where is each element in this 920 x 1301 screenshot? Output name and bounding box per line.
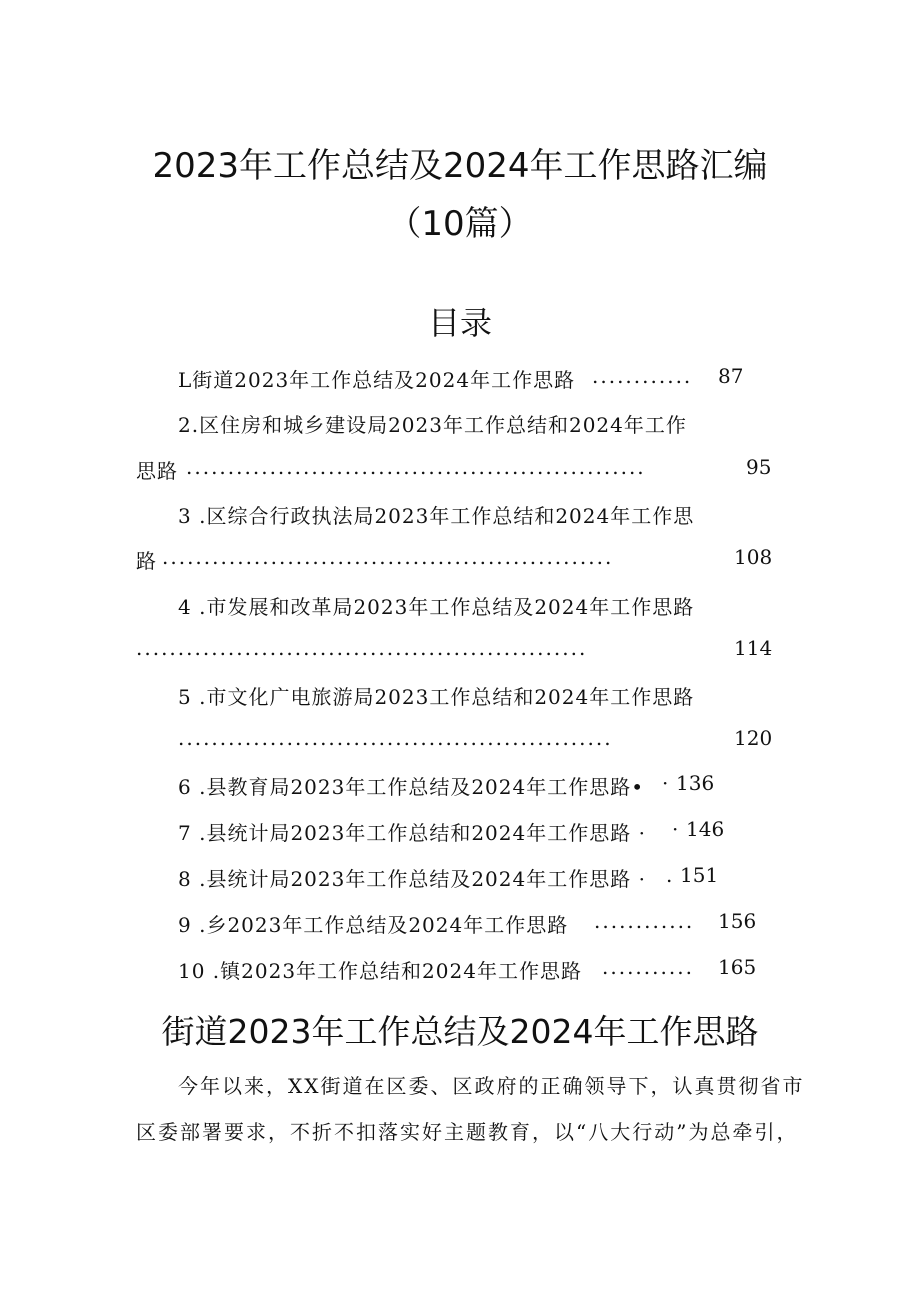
toc-entry-3-page: 108: [734, 545, 773, 569]
toc-entry-9-page: 156: [718, 909, 757, 933]
toc-entry-9-leader: ............: [594, 909, 695, 933]
section-title: 街道2023年工作总结及2024年工作思路: [161, 1012, 759, 1051]
toc-entry-4-title: 4 .市发展和改革局2023年工作总结及2024年工作思路: [178, 595, 695, 619]
toc-entry-6-page: 136: [676, 771, 715, 795]
toc-entry-6-title: 6 .县教育局2023年工作总结及2024年工作思路•: [178, 775, 645, 799]
toc-entry-9-title: 9 .乡2023年工作总结及2024年工作思路: [178, 913, 569, 937]
toc-entry-2-title: 2.区住房和城乡建设局2023年工作总结和2024年工作: [178, 413, 687, 437]
toc-entry-7-title: 7 .县统计局2023年工作总结和2024年工作思路 ·: [178, 821, 646, 845]
toc-entry-5-title: 5 .市文化广电旅游局2023工作总结和2024年工作思路: [178, 685, 695, 709]
document-subtitle: （10篇）: [387, 204, 533, 244]
toc-entry-8-leader: .: [666, 863, 675, 887]
toc-entry-7-leader: ·: [672, 817, 681, 841]
paragraph-line-2: 区委部署要求，不折不扣落实好主题教育，以“八大行动”为总牵引，: [136, 1120, 799, 1144]
toc-entry-5-page: 120: [734, 726, 773, 750]
toc-entry-10-page: 165: [718, 955, 757, 979]
toc-entry-5-leader: ....................................................: [178, 726, 613, 750]
toc-entry-4-page: 114: [734, 636, 773, 660]
toc-entry-2-page: 95: [746, 455, 772, 479]
toc-heading: 目录: [427, 304, 492, 342]
toc-entry-6-leader: ·: [662, 771, 671, 795]
toc-entry-3-title: 3 .区综合行政执法局2023年工作总结和2024年工作思: [178, 504, 695, 528]
toc-entry-8-page: 151: [680, 863, 719, 887]
toc-entry-1-leader: ............: [592, 364, 693, 388]
toc-entry-3-title-cont: 路: [136, 549, 157, 573]
toc-entry-2-leader: .......................................................: [186, 455, 646, 479]
toc-entry-1-title: L街道2023年工作总结及2024年工作思路: [178, 368, 576, 392]
toc-entry-8-title: 8 .县统计局2023年工作总结及2024年工作思路 ·: [178, 867, 646, 891]
paragraph-line-1: 今年以来，XX街道在区委、区政府的正确领导下，认真贯彻省市: [178, 1074, 805, 1098]
toc-entry-3-leader: ......................................................: [162, 545, 614, 569]
toc-entry-4-leader: ......................................................: [136, 636, 588, 660]
toc-entry-7-page: 146: [686, 817, 725, 841]
document-title: 2023年工作总结及2024年工作思路汇编: [152, 146, 768, 186]
toc-entry-1-page: 87: [718, 364, 744, 388]
toc-entry-10-title: 10 .镇2023年工作总结和2024年工作思路: [178, 959, 582, 983]
toc-entry-2-title-cont: 思路: [136, 459, 178, 483]
toc-entry-10-leader: ...........: [602, 955, 694, 979]
